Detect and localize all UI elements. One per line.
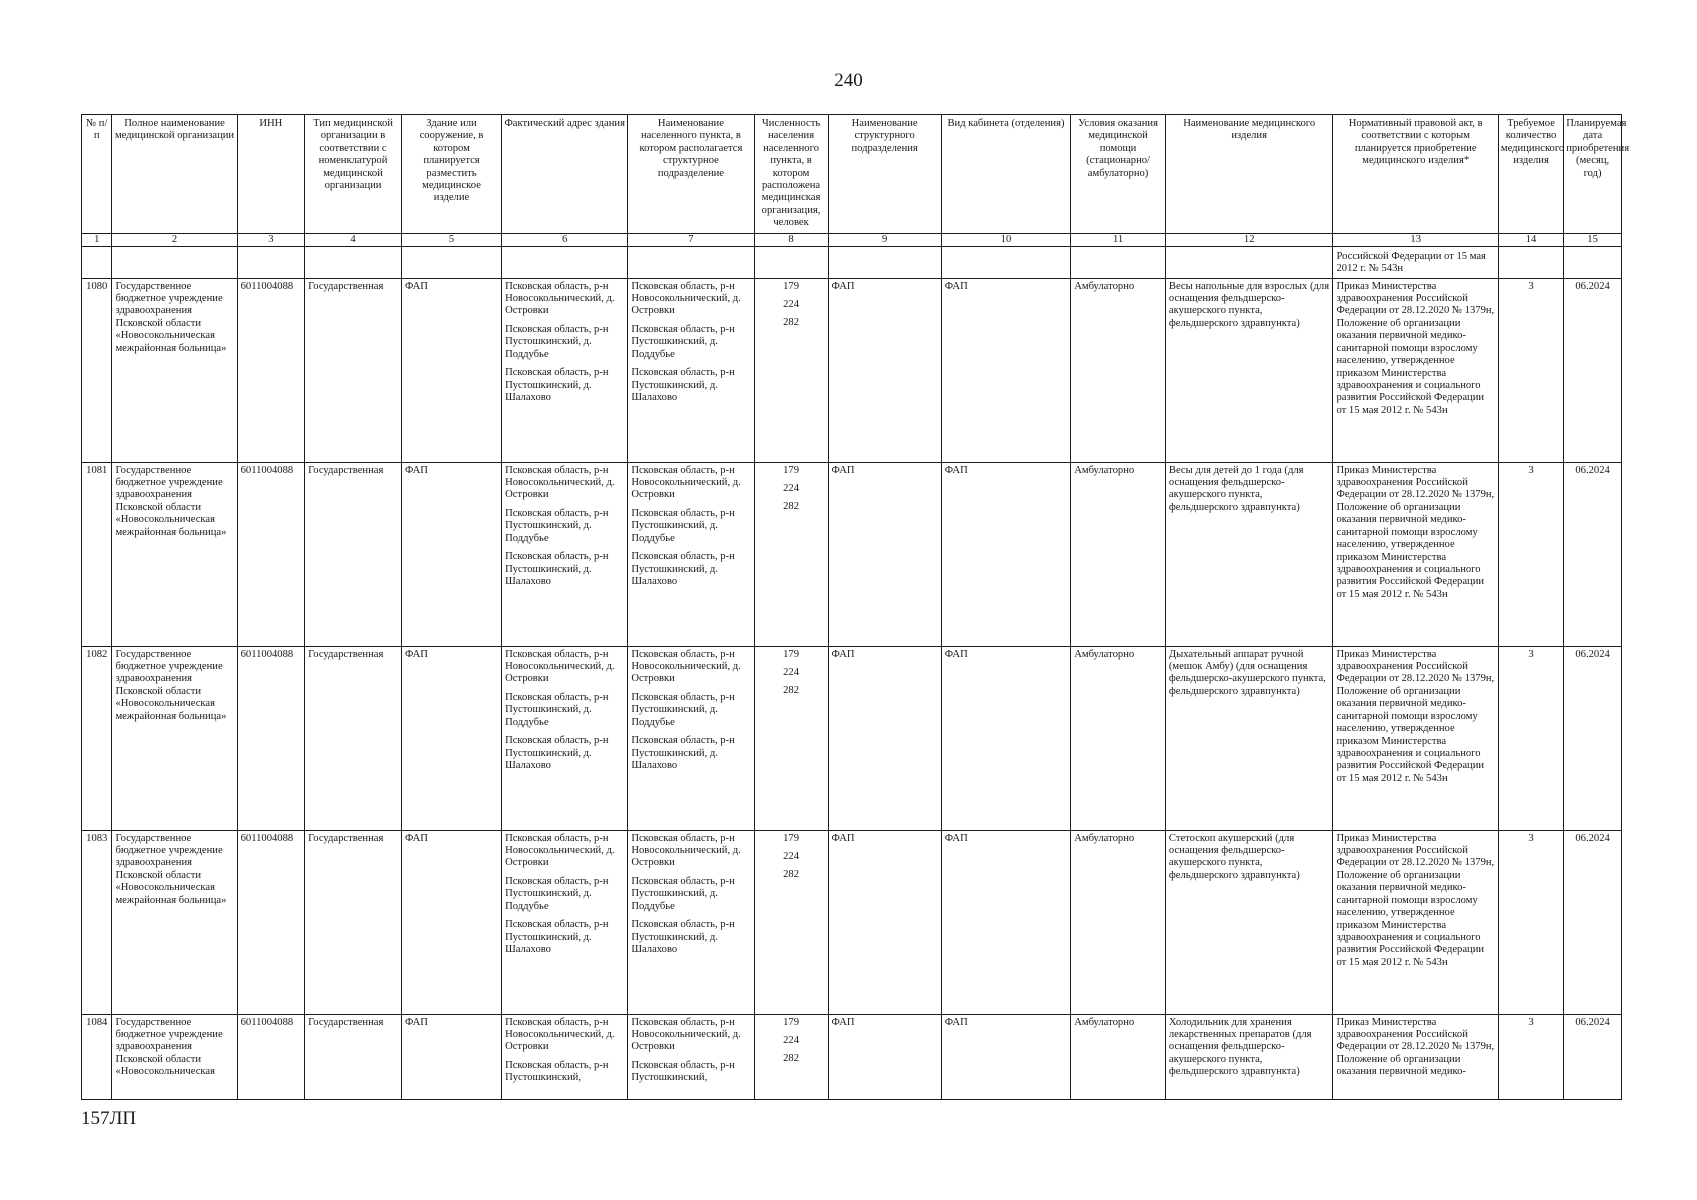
- settlement-line: Псковская область, р-н Пустошкинский, д. Поддубье: [631, 323, 735, 360]
- column-number: 8: [754, 233, 828, 246]
- org-type: Государственная: [305, 462, 402, 646]
- address-line: Псковская область, р-н Новосокольнический, д. Островки: [505, 464, 615, 501]
- building: ФАП: [401, 1014, 501, 1099]
- table-row: [82, 462, 1622, 646]
- legal-act: Приказ Министерства здравоохранения Российской Федерации от 28.12.2020 № 1379н, Положение об организации оказания первичной медико-санитарной помощи взрослому населению, утвержденное приказом Министерства здравоохранения и социального развития Российской Федерации от 15 мая 2012 г. № 543н: [1333, 462, 1498, 646]
- population-cell: [754, 462, 828, 646]
- org-name: Государственное бюджетное учреждение здравоохранения Псковской области «Новосокольническая: [112, 1014, 237, 1099]
- inn: 6011004088: [237, 278, 304, 462]
- quantity: 3: [1498, 278, 1563, 462]
- purchase-date: 06.2024: [1564, 830, 1622, 1014]
- legal-act: Приказ Министерства здравоохранения Российской Федерации от 28.12.2020 № 1379н, Положение об организации оказания первичной медико-санитарной помощи взрослому населению, утвержденное приказом Министерства здравоохранения и социального развития Российской Федерации от 15 мая 2012 г. № 543н: [1333, 278, 1498, 462]
- care-conditions: Амбулаторно: [1071, 462, 1166, 646]
- table-row: [82, 1014, 1622, 1099]
- org-name: Государственное бюджетное учреждение здравоохранения Псковской области «Новосокольническая межрайонная больница»: [112, 462, 237, 646]
- quantity: 3: [1498, 462, 1563, 646]
- quantity: 3: [1498, 646, 1563, 830]
- population-value: 224: [783, 667, 799, 679]
- settlement-line: Псковская область, р-н Пустошкинский, д. Поддубье: [631, 691, 735, 728]
- quantity: 3: [1498, 830, 1563, 1014]
- settlement-line: Псковская область, р-н Пустошкинский, д. Поддубье: [631, 875, 735, 912]
- device-name: Весы напольные для взрослых (для оснащения фельдшерско-акушерского пункта, фельдшерского здравпункта): [1165, 278, 1333, 462]
- settlement-cell: [628, 1014, 754, 1099]
- population-cell: [754, 830, 828, 1014]
- building: ФАП: [401, 646, 501, 830]
- address-line: Псковская область, р-н Пустошкинский, д. Поддубье: [505, 691, 609, 728]
- building: ФАП: [401, 830, 501, 1014]
- column-number: 7: [628, 233, 754, 246]
- population-value: 179: [783, 648, 799, 660]
- org-type: Государственная: [305, 1014, 402, 1099]
- address-line: Псковская область, р-н Новосокольнический, д. Островки: [505, 648, 615, 685]
- room-type: ФАП: [941, 830, 1071, 1014]
- population-value: 282: [783, 1053, 799, 1065]
- column-number: 11: [1071, 233, 1166, 246]
- table-row: [82, 278, 1622, 462]
- column-number: 3: [237, 233, 304, 246]
- row-number: 1081: [82, 462, 112, 646]
- population-cell: [754, 278, 828, 462]
- address-line: Псковская область, р-н Пустошкинский, д. Шалахово: [505, 919, 609, 955]
- population-cell: [754, 646, 828, 830]
- row-number: 1084: [82, 1014, 112, 1099]
- header-cell: Фактический адрес здания: [502, 115, 628, 234]
- purchase-date: 06.2024: [1564, 646, 1622, 830]
- address-cell: [502, 462, 628, 646]
- building: ФАП: [401, 278, 501, 462]
- header-cell: Нормативный правовой акт, в соответствии с которым планируется приобретение медицинского изделия*: [1333, 115, 1498, 234]
- column-number: 5: [401, 233, 501, 246]
- header-cell: ИНН: [237, 115, 304, 234]
- population-value: 282: [783, 869, 799, 881]
- row-number: 1082: [82, 646, 112, 830]
- column-number: 2: [112, 233, 237, 246]
- settlement-cell: [628, 278, 754, 462]
- inn: 6011004088: [237, 462, 304, 646]
- quantity: 3: [1498, 1014, 1563, 1099]
- population-value: 179: [783, 464, 799, 476]
- address-line: Псковская область, р-н Пустошкинский, д. Шалахово: [505, 551, 609, 587]
- header-cell: Наименование медицинского изделия: [1165, 115, 1333, 234]
- structural-unit: ФАП: [828, 462, 941, 646]
- equipment-table: [81, 114, 1630, 1100]
- settlement-cell: [628, 462, 754, 646]
- population-value: 224: [783, 851, 799, 863]
- settlement-line: Псковская область, р-н Пустошкинский, д. Шалахово: [631, 919, 735, 955]
- population-value: 179: [783, 832, 799, 844]
- column-number: 14: [1498, 233, 1563, 246]
- settlement-line: Псковская область, р-н Пустошкинский, д. Поддубье: [631, 507, 735, 544]
- header-cell: Наименование населенного пункта, в котором располагается структурное подразделение: [628, 115, 754, 234]
- org-type: Государственная: [305, 278, 402, 462]
- care-conditions: Амбулаторно: [1071, 278, 1166, 462]
- purchase-date: 06.2024: [1564, 1014, 1622, 1099]
- document-code: 157ЛП: [81, 1108, 137, 1129]
- population-value: 179: [783, 1016, 799, 1028]
- room-type: ФАП: [941, 278, 1071, 462]
- header-cell: № п/п: [82, 115, 112, 234]
- inn: 6011004088: [237, 830, 304, 1014]
- settlement-cell: [628, 646, 754, 830]
- device-name: Стетоскоп акушерский (для оснащения фельдшерско-акушерского пункта, фельдшерского здравпункта): [1165, 830, 1333, 1014]
- header-cell: Вид кабинета (отделения): [941, 115, 1071, 234]
- device-name: Весы для детей до 1 года (для оснащения фельдшерско-акушерского пункта, фельдшерского здравпункта): [1165, 462, 1333, 646]
- room-type: ФАП: [941, 646, 1071, 830]
- address-line: Псковская область, р-н Пустошкинский, д. Шалахово: [505, 367, 609, 403]
- purchase-date: 06.2024: [1564, 278, 1622, 462]
- settlement-line: Псковская область, р-н Пустошкинский, д. Шалахово: [631, 367, 735, 403]
- address-cell: [502, 646, 628, 830]
- address-cell: [502, 830, 628, 1014]
- inn: 6011004088: [237, 1014, 304, 1099]
- care-conditions: Амбулаторно: [1071, 1014, 1166, 1099]
- continuation-row: [82, 246, 1622, 278]
- legal-act: Приказ Министерства здравоохранения Российской Федерации от 28.12.2020 № 1379н, Положение об организации оказания первичной медико-: [1333, 1014, 1498, 1099]
- structural-unit: ФАП: [828, 830, 941, 1014]
- org-name: Государственное бюджетное учреждение здравоохранения Псковской области «Новосокольническая межрайонная больница»: [112, 278, 237, 462]
- page-number: 240: [834, 70, 863, 91]
- legal-act: Приказ Министерства здравоохранения Российской Федерации от 28.12.2020 № 1379н, Положение об организации оказания первичной медико-санитарной помощи взрослому населению, утвержденное приказом Министерства здравоохранения и социального развития Российской Федерации от 15 мая 2012 г. № 543н: [1333, 830, 1498, 1014]
- header-cell: Полное наименование медицинской организации: [112, 115, 237, 234]
- address-line: Псковская область, р-н Новосокольнический, д. Островки: [505, 1016, 615, 1053]
- address-line: Псковская область, р-н Пустошкинский, д. Поддубье: [505, 507, 609, 544]
- column-number: 10: [941, 233, 1071, 246]
- column-number: 1: [82, 233, 112, 246]
- care-conditions: Амбулаторно: [1071, 646, 1166, 830]
- room-type: ФАП: [941, 1014, 1071, 1099]
- population-value: 282: [783, 501, 799, 513]
- continuation-text: Российской Федерации от 15 мая 2012 г. № 543н: [1336, 250, 1486, 275]
- population-value: 224: [783, 299, 799, 311]
- population-value: 224: [783, 483, 799, 495]
- column-number: 6: [502, 233, 628, 246]
- population-value: 224: [783, 1035, 799, 1047]
- address-line: Псковская область, р-н Новосокольнический, д. Островки: [505, 280, 615, 317]
- care-conditions: Амбулаторно: [1071, 830, 1166, 1014]
- column-number: 13: [1333, 233, 1498, 246]
- header-cell: Наименование структурного подразделения: [828, 115, 941, 234]
- legal-act: Приказ Министерства здравоохранения Российской Федерации от 28.12.2020 № 1379н, Положение об организации оказания первичной медико-санитарной помощи взрослому населению, утвержденное приказом Министерства здравоохранения и социального развития Российской Федерации от 15 мая 2012 г. № 543н: [1333, 646, 1498, 830]
- org-type: Государственная: [305, 646, 402, 830]
- structural-unit: ФАП: [828, 278, 941, 462]
- header-cell: Численность населения населенного пункта, в котором расположена медицинская организация, человек: [754, 115, 828, 234]
- org-type: Государственная: [305, 830, 402, 1014]
- address-line: Псковская область, р-н Пустошкинский, д. Поддубье: [505, 875, 609, 912]
- settlement-line: Псковская область, р-н Пустошкинский, д. Шалахово: [631, 735, 735, 771]
- population-cell: [754, 1014, 828, 1099]
- address-line: Псковская область, р-н Пустошкинский, д. Поддубье: [505, 323, 609, 360]
- org-name: Государственное бюджетное учреждение здравоохранения Псковской области «Новосокольническая межрайонная больница»: [112, 830, 237, 1014]
- population-value: 282: [783, 685, 799, 697]
- settlement-line: Псковская область, р-н Пустошкинский, д. Шалахово: [631, 551, 735, 587]
- column-number: 12: [1165, 233, 1333, 246]
- inn: 6011004088: [237, 646, 304, 830]
- population-value: 282: [783, 317, 799, 329]
- column-number: 4: [305, 233, 402, 246]
- table-row: [82, 646, 1622, 830]
- building: ФАП: [401, 462, 501, 646]
- row-number: 1083: [82, 830, 112, 1014]
- org-name: Государственное бюджетное учреждение здравоохранения Псковской области «Новосокольническая межрайонная больница»: [112, 646, 237, 830]
- header-row: [82, 115, 1622, 234]
- structural-unit: ФАП: [828, 1014, 941, 1099]
- settlement-line: Псковская область, р-н Пустошкинский,: [631, 1059, 735, 1084]
- address-line: Псковская область, р-н Пустошкинский,: [505, 1059, 609, 1084]
- room-type: ФАП: [941, 462, 1071, 646]
- header-cell: Условия оказания медицинской помощи (стационарно/ амбулаторно): [1071, 115, 1166, 234]
- settlement-line: Псковская область, р-н Новосокольнический, д. Островки: [631, 1016, 741, 1053]
- device-name: Холодильник для хранения лекарственных препаратов (для оснащения фельдшерско-акушерского пункта, фельдшерского здравпункта): [1165, 1014, 1333, 1099]
- structural-unit: ФАП: [828, 646, 941, 830]
- column-number-row: [82, 233, 1622, 246]
- table-row: [82, 830, 1622, 1014]
- settlement-line: Псковская область, р-н Новосокольнический, д. Островки: [631, 648, 741, 685]
- header-cell: Тип медицинской организации в соответствии с номенклатурой медицинской организации: [305, 115, 402, 234]
- header-cell: Планируемая дата приобретения (месяц, год): [1564, 115, 1622, 234]
- settlement-line: Псковская область, р-н Новосокольнический, д. Островки: [631, 832, 741, 869]
- population-value: 179: [783, 280, 799, 292]
- settlement-cell: [628, 830, 754, 1014]
- address-cell: [502, 278, 628, 462]
- column-number: 15: [1564, 233, 1622, 246]
- header-cell: Требуемое количество медицинского изделия: [1498, 115, 1563, 234]
- header-cell: Здание или сооружение, в котором планируется разместить медицинское изделие: [401, 115, 501, 234]
- device-name: Дыхательный аппарат ручной (мешок Амбу) (для оснащения фельдшерско-акушерского пункта, фельдшерского здравпункта): [1165, 646, 1333, 830]
- address-cell: [502, 1014, 628, 1099]
- settlement-line: Псковская область, р-н Новосокольнический, д. Островки: [631, 464, 741, 501]
- address-line: Псковская область, р-н Новосокольнический, д. Островки: [505, 832, 615, 869]
- column-number: 9: [828, 233, 941, 246]
- address-line: Псковская область, р-н Пустошкинский, д. Шалахово: [505, 735, 609, 771]
- purchase-date: 06.2024: [1564, 462, 1622, 646]
- settlement-line: Псковская область, р-н Новосокольнический, д. Островки: [631, 280, 741, 317]
- row-number: 1080: [82, 278, 112, 462]
